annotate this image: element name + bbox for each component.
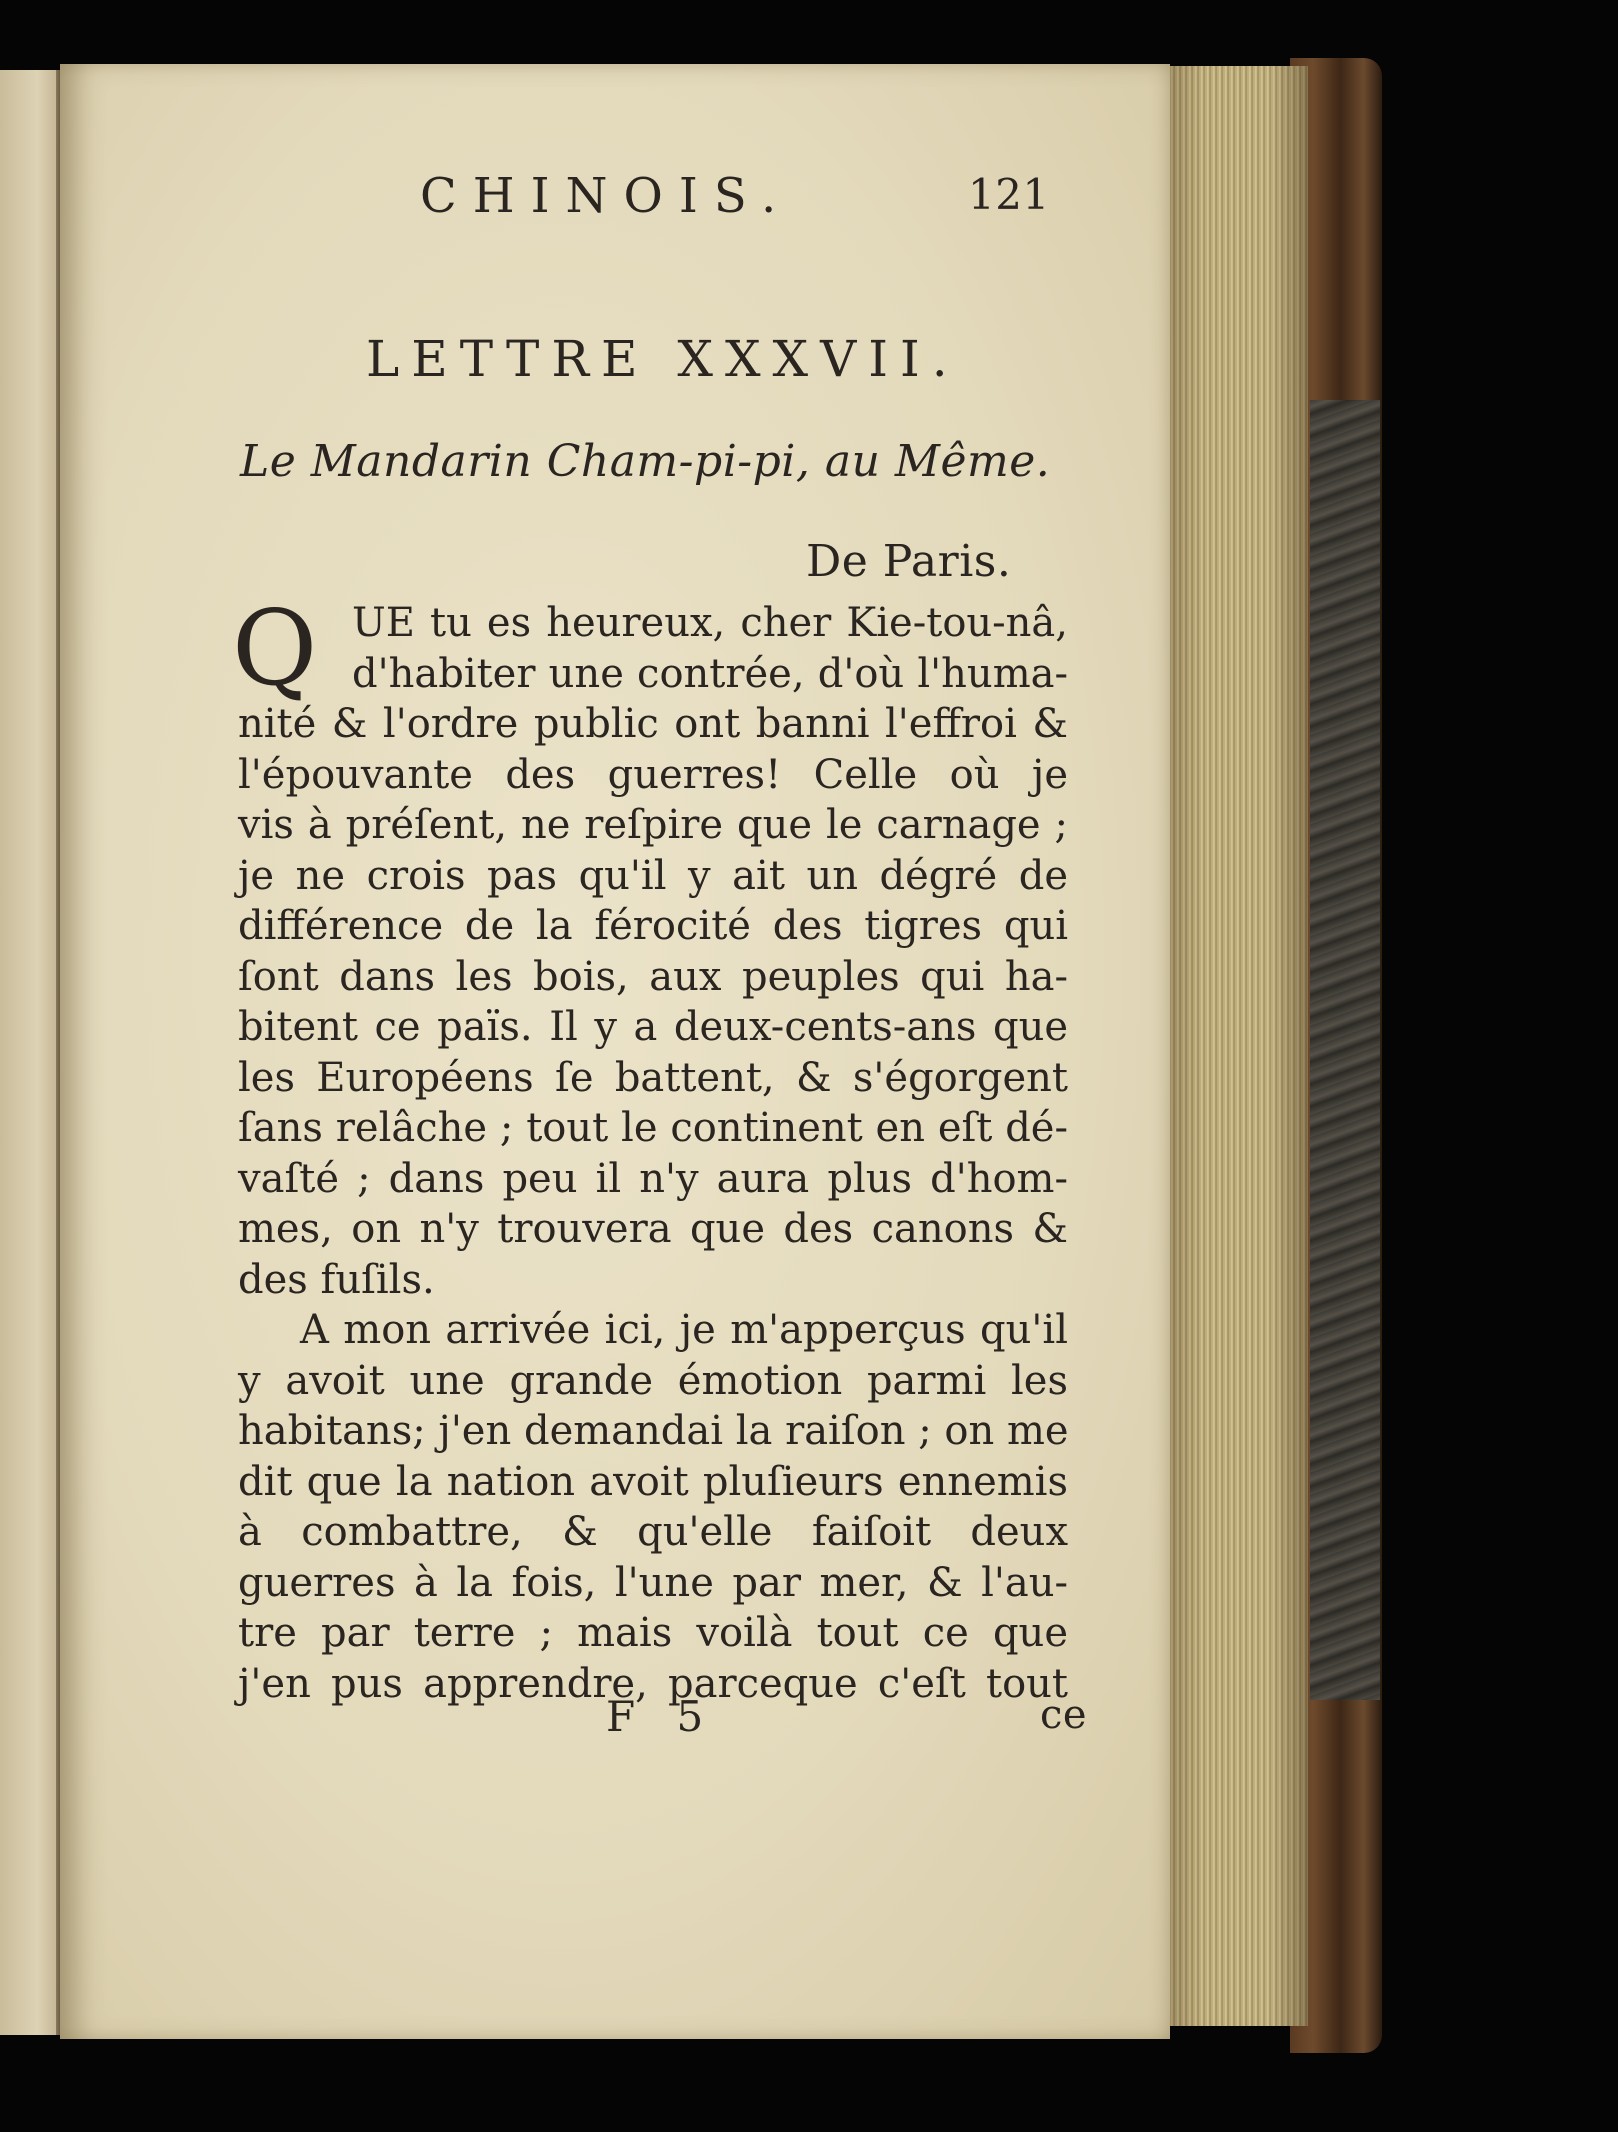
signature-mark: F 5 bbox=[606, 1692, 718, 1741]
text-line: nité & l'ordre public ont banni l'effroi & bbox=[238, 701, 1068, 747]
text-line: habitans; j'en demandai la raiſon ; on me bbox=[238, 1408, 1069, 1454]
page-number: 121 bbox=[968, 170, 1050, 219]
text-line: y avoit une grande émotion parmi les bbox=[238, 1357, 1068, 1404]
drop-cap: Q bbox=[232, 587, 318, 709]
text-line: guerres à la fois, l'une par mer, & l'au- bbox=[238, 1559, 1068, 1606]
text-line: vis à préſent, ne reſpire que le carnage ; bbox=[238, 802, 1068, 848]
text-line: différence de la férocité des tigres qui bbox=[238, 903, 1068, 949]
text-line: mes, on n'y trouvera que des canons & bbox=[238, 1206, 1068, 1252]
left-page-edge bbox=[0, 70, 62, 2035]
text-line: ſans relâche ; tout le continent en eſt dé- bbox=[238, 1105, 1068, 1151]
text-line: j'en pus apprendre, parceque c'eſt tout bbox=[238, 1660, 1068, 1707]
text-line: ſont dans les bois, aux peuples qui ha- bbox=[238, 953, 1068, 1000]
text-line: d'habiter une contrée, d'où l'huma- bbox=[352, 650, 1068, 697]
text-line: dit que la nation avoit pluſieurs ennemis bbox=[238, 1458, 1068, 1505]
catchword: ce bbox=[1040, 1692, 1088, 1738]
page-edges-shade bbox=[1158, 66, 1308, 2026]
running-head: CHINOIS. bbox=[420, 168, 793, 224]
text-line: les Européens ſe battent, & s'égorgent bbox=[238, 1054, 1068, 1101]
letter-title: LETTRE XXXVII. bbox=[366, 330, 960, 388]
text-line: l'épouvante des guerres! Celle où je bbox=[238, 751, 1068, 798]
place-line: De Paris. bbox=[806, 536, 1012, 587]
marbled-board bbox=[1310, 400, 1380, 1700]
text-line: tre par terre ; mais voilà tout ce que bbox=[238, 1610, 1068, 1656]
text-line: je ne crois pas qu'il y ait un dégré de bbox=[238, 852, 1068, 899]
text-line: à combattre, & qu'elle faiſoit deux bbox=[238, 1509, 1068, 1555]
text-line: UE tu es heureux, cher Kie-tou-nâ, bbox=[352, 600, 1068, 646]
text-line: vaſté ; dans peu il n'y aura plus d'hom- bbox=[238, 1155, 1068, 1202]
letter-subtitle: Le Mandarin Cham-pi-pi, au Même. bbox=[240, 436, 1051, 487]
text-line: A mon arrivée ici, je m'apperçus qu'il bbox=[300, 1307, 1068, 1353]
text-line: des fuſils. bbox=[238, 1256, 435, 1303]
text-line: bitent ce païs. Il y a deux-cents-ans que bbox=[238, 1004, 1068, 1050]
